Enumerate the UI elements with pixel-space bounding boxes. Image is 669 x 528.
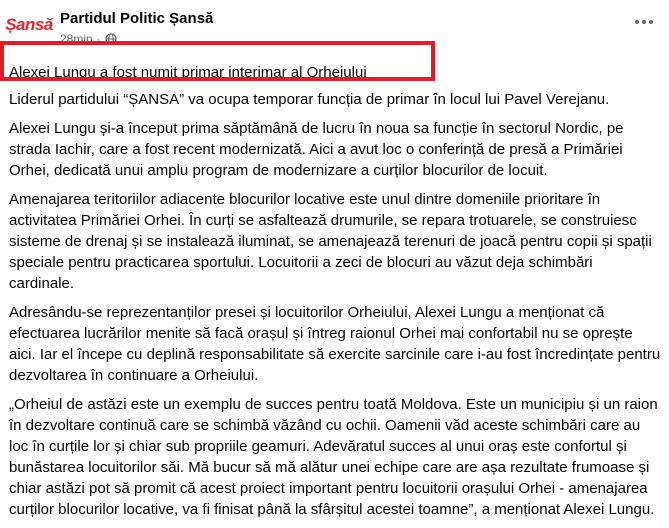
post-body <box>9 89 661 528</box>
paragraph: Amenajarea teritoriilor adiacente blocurilor locative este unul dintre domeniile prioritare în activitatea Primăriei Orhei. În curți se asfaltează drumurile, se repara trotuarele, se construiesc sisteme de drenaj și se instalează iluminat, se amenajează terenuri de joacă pentru copii și spații speciale pentru practicarea sportului. Locuitorii a zeci de blocuri au văzut deja schimbări cardinale. <box>9 191 652 292</box>
dot-separator: · <box>96 32 101 46</box>
paragraph: Adresându-se reprezentanților presei și locuitorilor Orheiului, Alexei Lungu a menționat că efectuarea lucrărilor menite să facă orașul și întreg raionul Orhei mai confortabil nu se oprește aici. Iar el începe cu deplină responsabilitate să exercite sarcinile care i-au fost încredințate pentru dezvoltarea în continuare a Orheiului. <box>9 304 661 384</box>
page-name-link[interactable]: Partidul Politic Șansă <box>60 10 214 27</box>
dot <box>635 20 639 24</box>
post-timestamp[interactable]: 28min <box>60 32 93 46</box>
more-options-icon[interactable] <box>635 20 653 24</box>
post-header <box>6 6 663 46</box>
title-highlight-box <box>0 41 435 81</box>
paragraph: Alexei Lungu și-a început prima săptămână de lucru în noua sa funcție în sectorul Nordic, pe strada Iachir, care a fost recent modernizată. Aici a avut loc o conferință de presă a Primăriei Orhei, dedicată unui amplu program de modernizare a curților blocurilor de locuit. <box>9 120 624 179</box>
post-title: Alexei Lungu a fost numit primar interimar al Orheiului <box>9 64 367 81</box>
dot <box>649 20 653 24</box>
paragraph: „Orheiul de astăzi este un exemplu de succes pentru toată Moldova. Este un municipiu și un raion în dezvoltare continuă care se schimbă văzând cu ochii. Oamenii văd aceste schimbări care au loc în curțile lor și chiar sub propriile geamuri. Adevăratul succes al unui oraș este confortul și bunăstarea locuitorilor săi. Mă bucur să mă alătur unei echipe care are așa rezultate frumoase și chiar astăzi pot să promit că acest proiect important pentru locuitorii orașului Orhei - amenajarea curților blocurilor locative, va fi finisat până la sfârșitul acestei toamne”, a menționat Alexei Lungu. <box>9 396 658 518</box>
paragraph: Liderul partidului “ȘANSA” va ocupa temporar funcția de primar în locul lui Pavel Verejanu. <box>9 91 610 108</box>
party-logo: Șansă <box>5 15 53 34</box>
page-avatar[interactable] <box>6 6 52 44</box>
dot <box>642 20 646 24</box>
